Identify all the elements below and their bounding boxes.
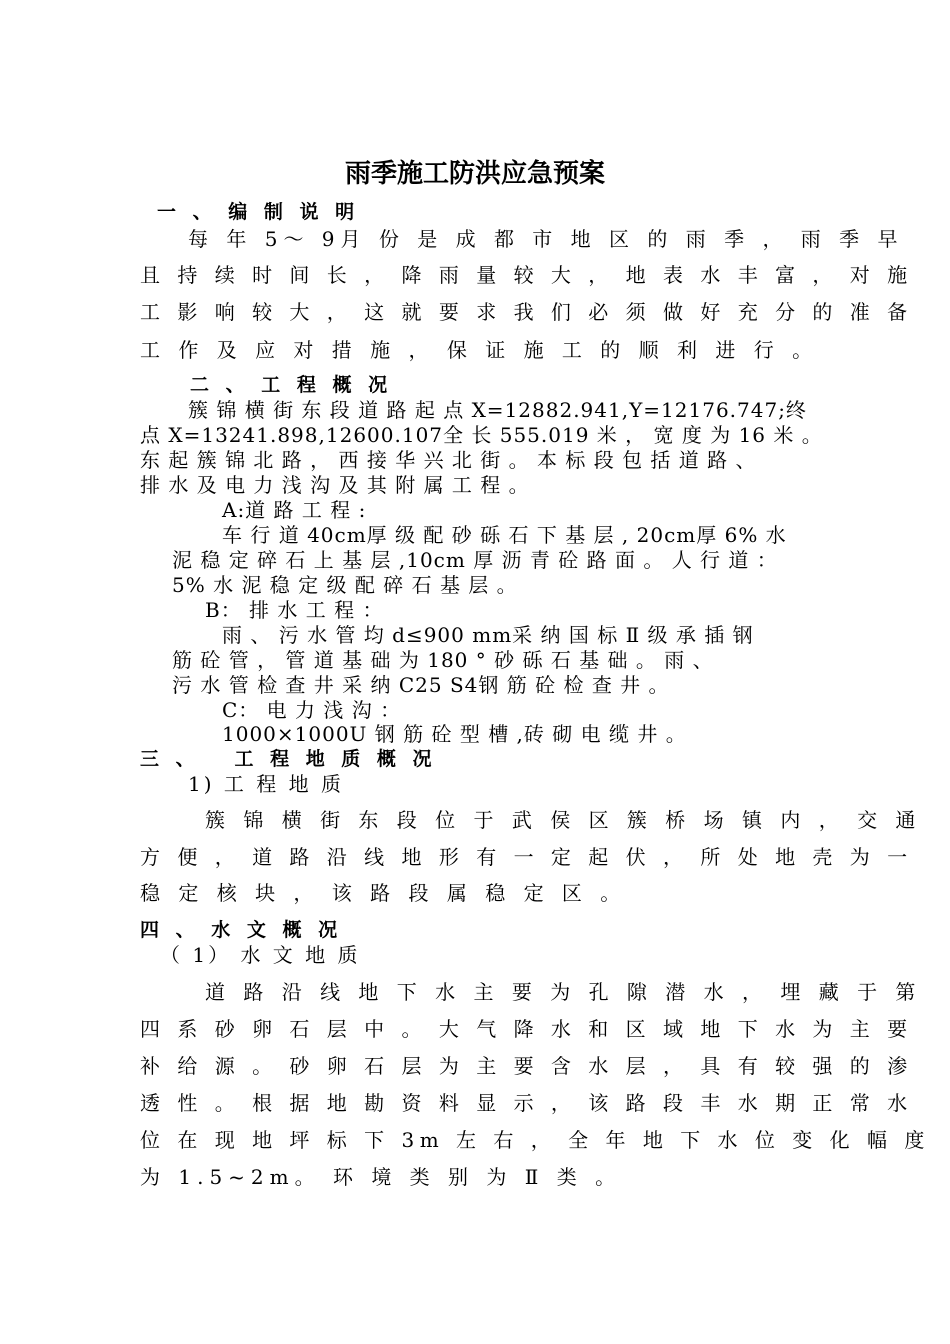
document-title: 雨季施工防洪应急预案 — [344, 159, 605, 189]
subsection-a-title: A:道 路 工 程 : — [222, 498, 367, 522]
subsection-b-title: B： 排 水 工 程 ： — [205, 598, 384, 622]
section-4-line: 为 1.5~2m。 环 境 类 别 为 Ⅱ 类 。 — [140, 1165, 622, 1189]
subsection-a-line: 泥 稳 定 碎 石 上 基 层 ,10cm 厚 沥 青 砼 路 面 。 人 行 道 ： — [172, 548, 778, 572]
section-4-line: 道 路 沿 线 地 下 水 主 要 为 孔 隙 潜 水 ， 埋 藏 于 第 — [205, 980, 922, 1004]
subsection-b-line: 污 水 管 检 查 井 采 纳 C25 S4钢 筋 砼 检 查 井 。 — [172, 673, 670, 697]
section-1-heading: 一 、 编 制 说 明 — [157, 201, 360, 223]
section-3-line: 簇 锦 横 街 东 段 位 于 武 侯 区 簇 桥 场 镇 内 ， 交 通 — [205, 808, 922, 832]
section-4-line: 位 在 现 地 坪 标 下 3m 左 右 ， 全 年 地 下 水 位 变 化 幅 度 — [140, 1128, 930, 1152]
section-2-line: 簇 锦 横 街 东 段 道 路 起 点 X=12882.941,Y=12176.747;终 — [188, 398, 807, 422]
page-header — [0, 66, 950, 80]
section-1-line: 工 影 响 较 大 ， 这 就 要 求 我 们 必 须 做 好 充 分 的 准 备 — [140, 300, 913, 324]
section-1-line: 工 作 及 应 对 措 施 ， 保 证 施 工 的 顺 利 进 行 。 — [140, 338, 819, 362]
section-2-line: 排 水 及 电 力 浅 沟 及 其 附 属 工 程 。 — [140, 473, 530, 497]
section-2-line: 点 X=13241.898,12600.107全 长 555.019 米 ， 宽 度 为 16 米 。 — [140, 423, 823, 447]
section-4-line: 补 给 源 。 砂 卵 石 层 为 主 要 含 水 层 ， 具 有 较 强 的 渗 — [140, 1054, 913, 1078]
section-3-heading: 三 、 工 程 地 质 概 况 — [140, 748, 437, 770]
section-4-line: 透 性 。 根 据 地 勘 资 料 显 示 ， 该 路 段 丰 水 期 正 常 水 — [140, 1091, 913, 1115]
section-3-subheading: 1) 工 程 地 质 — [188, 772, 344, 796]
section-1-line: 每 年 5～ 9月 份 是 成 都 市 地 区 的 雨 季 ， 雨 季 早 — [188, 227, 904, 251]
section-1-line: 且 持 续 时 间 长 ， 降 雨 量 较 大 ， 地 表 水 丰 富 ， 对 施 — [140, 263, 913, 287]
subsection-c-line: 1000×1000U 钢 筋 砼 型 槽 ,砖 砌 电 缆 井 。 — [222, 722, 687, 746]
subsection-c-title: C： 电 力 浅 沟 ： — [222, 698, 402, 722]
subsection-a-line: 5% 水 泥 稳 定 级 配 碎 石 基 层 。 — [172, 573, 518, 597]
subsection-b-line: 筋 砼 管 ， 管 道 基 础 为 180 ° 砂 砾 石 基 础 。 雨 、 — [172, 648, 714, 672]
section-3-line: 方 便 ， 道 路 沿 线 地 形 有 一 定 起 伏 ， 所 处 地 壳 为 一 — [140, 845, 913, 869]
section-2-heading: 二 、 工 程 概 况 — [190, 374, 393, 396]
section-4-subheading: （ 1） 水 文 地 质 — [160, 943, 361, 967]
subsection-b-line: 雨 、 污 水 管 均 d≤900 mm采 纳 国 标 Ⅱ 级 承 插 钢 — [222, 623, 754, 647]
section-2-line: 东 起 簇 锦 北 路 ， 西 接 华 兴 北 街 。 本 标 段 包 括 道 路 、 — [140, 448, 757, 472]
section-4-heading: 四 、 水 文 概 况 — [140, 919, 343, 941]
section-3-line: 稳 定 核 块 ， 该 路 段 属 稳 定 区 。 — [140, 881, 627, 905]
subsection-a-line: 车 行 道 40cm厚 级 配 砂 砾 石 下 基 层 , 20cm厚 6% 水 — [222, 523, 787, 547]
section-4-line: 四 系 砂 卵 石 层 中 。 大 气 降 水 和 区 域 地 下 水 为 主 要 — [140, 1017, 913, 1041]
